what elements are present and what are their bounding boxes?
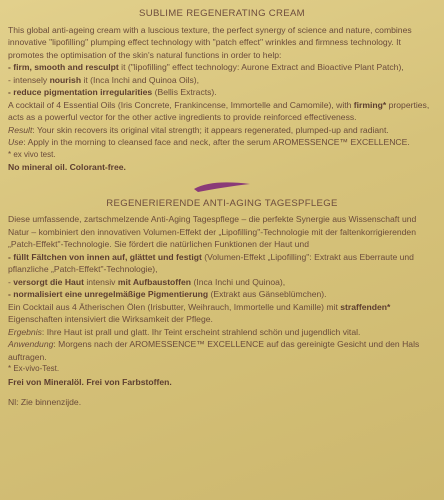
german-no-mineral [8,376,436,389]
english-oils-pre: A cocktail of 4 Essential Oils (Iris Concrete, Frankincense, Immortelle and Camomile), with [8,99,354,110]
german-intro: Diese umfassende, zartschmelzende Anti-Aging Tagespflege – die perfekte Synergie aus Wissenschaft und Natur – kombiniert den innovativen Volumen-Effekt der „Lipofilling"-Technologie mit der faltenkorrigierenden „Patch-Effekt"-Technologie. Sie fördert die natürlichen Funktionen der Haut und [8,214,417,249]
section-spacer [8,388,436,396]
german-use-label: Anwendung [8,339,54,349]
dutch-note: Nl: Zie binnenzijde. [8,397,82,407]
english-benefit-1-rest: it ("lipofilling" effect technology: Aurone Extract and Bioactive Plant Patch), [118,62,404,72]
english-use [8,136,436,149]
english-result-text: : Your skin recovers its original vital strength; it appears regenerated, plumped-up and radiant. [32,124,389,135]
english-no-mineral-bold: No mineral oil. Colorant-free. [8,162,126,172]
german-oils [8,301,436,326]
german-benefit-1-rest: (Volumen-Effekt „Lipofilling": Extrakt aus Eberraute und pflanzliche „Patch-Effekt"-Technologie), [8,251,414,274]
english-benefit-3 [8,86,436,99]
german-result-label: Ergebnis [8,326,42,337]
german-result-text: : Ihre Haut ist prall und glatt. Ihr Teint erscheint strahlend schön und jugendlich vital. [41,326,361,337]
german-text-block [8,213,436,388]
german-benefit-3 [8,288,436,301]
german-use [8,338,436,363]
english-title: SUBLIME REGENERATING CREAM [139,8,305,19]
english-no-mineral [8,161,436,174]
english-intro: This global anti-ageing cream with a luscious texture, the perfect synergy of science and nature, combines innovative "lipofilling" plumping effect technology with "patch effect" wrinkles and firmness technology. It promotes the optimisation of the skin's natural functions in order to help: [8,24,412,60]
english-benefit-1-bold: - firm, smooth and resculpt [8,62,119,72]
english-benefit-2-bold: nourish [49,74,82,85]
german-benefit-2-mid: intensiv [83,276,118,287]
german-benefit-2 [8,276,436,289]
english-benefit-1 [8,61,436,74]
english-text-block [8,24,436,174]
english-result [8,124,436,137]
english-oils [8,99,436,124]
german-oils-bold: straffenden* [340,301,391,312]
german-benefit-3-bold: - normalisiert eine unregelmäßige Pigmentierung [8,289,209,299]
english-benefit-3-rest: (Bellis Extracts). [152,87,217,97]
german-benefit-2-bold: versorgt die Haut [13,276,84,287]
german-footnote: * Ex-vivo-Test. [8,364,60,373]
english-benefit-2-rest: it (Inca Inchi and Quinoa Oils), [81,74,200,85]
german-benefit-2-pre: - [8,276,14,287]
english-use-text: : Apply in the morning to cleansed face and neck, after the serum AROMESSENCE™ EXCELLENCE. [23,137,410,147]
english-oils-rest: properties, acts as a powerful vector for the other active ingredients to provide reinforced effectiveness. [8,99,430,122]
german-use-text: : Morgens nach der AROMESSENCE™ EXCELLENCE auf das gereinigte Gesicht und den Hals auftragen. [8,339,420,362]
german-no-mineral-bold: Frei von Mineralöl. Frei von Farbstoffen. [8,376,172,387]
german-oils-rest: Eigenschaften intensiviert die Wirksamkeit der Pflege. [8,314,213,324]
german-result [8,326,436,339]
german-benefit-3-rest: (Extrakt aus Gänseblümchen). [208,289,327,299]
english-result-label: Result [8,124,33,135]
german-benefit-2-rest: (Inca Inchi und Quinoa), [191,276,286,287]
brand-swoosh-icon [192,180,252,194]
german-benefit-2-bold2: mit Aufbaustoffen [117,276,192,287]
english-benefit-3-bold: - reduce pigmentation irregularities [8,87,153,97]
german-title: REGENERIERENDE ANTI-AGING TAGESPFLEGE [106,197,338,209]
english-benefit-2 [8,74,436,87]
german-benefit-1 [8,251,436,276]
english-oils-bold: firming* [353,99,387,110]
german-benefit-1-bold: - füllt Fältchen von innen auf, glättet und festigt [8,251,202,262]
english-footnote: * ex vivo test. [8,149,56,159]
german-oils-pre: Ein Cocktail aus 4 Ätherischen Ölen (Irisbutter, Weihrauch, Immortelle und Kamille) mit [8,301,341,312]
english-benefit-2-pre: - intensely [8,74,50,85]
english-use-label: Use [8,137,24,147]
